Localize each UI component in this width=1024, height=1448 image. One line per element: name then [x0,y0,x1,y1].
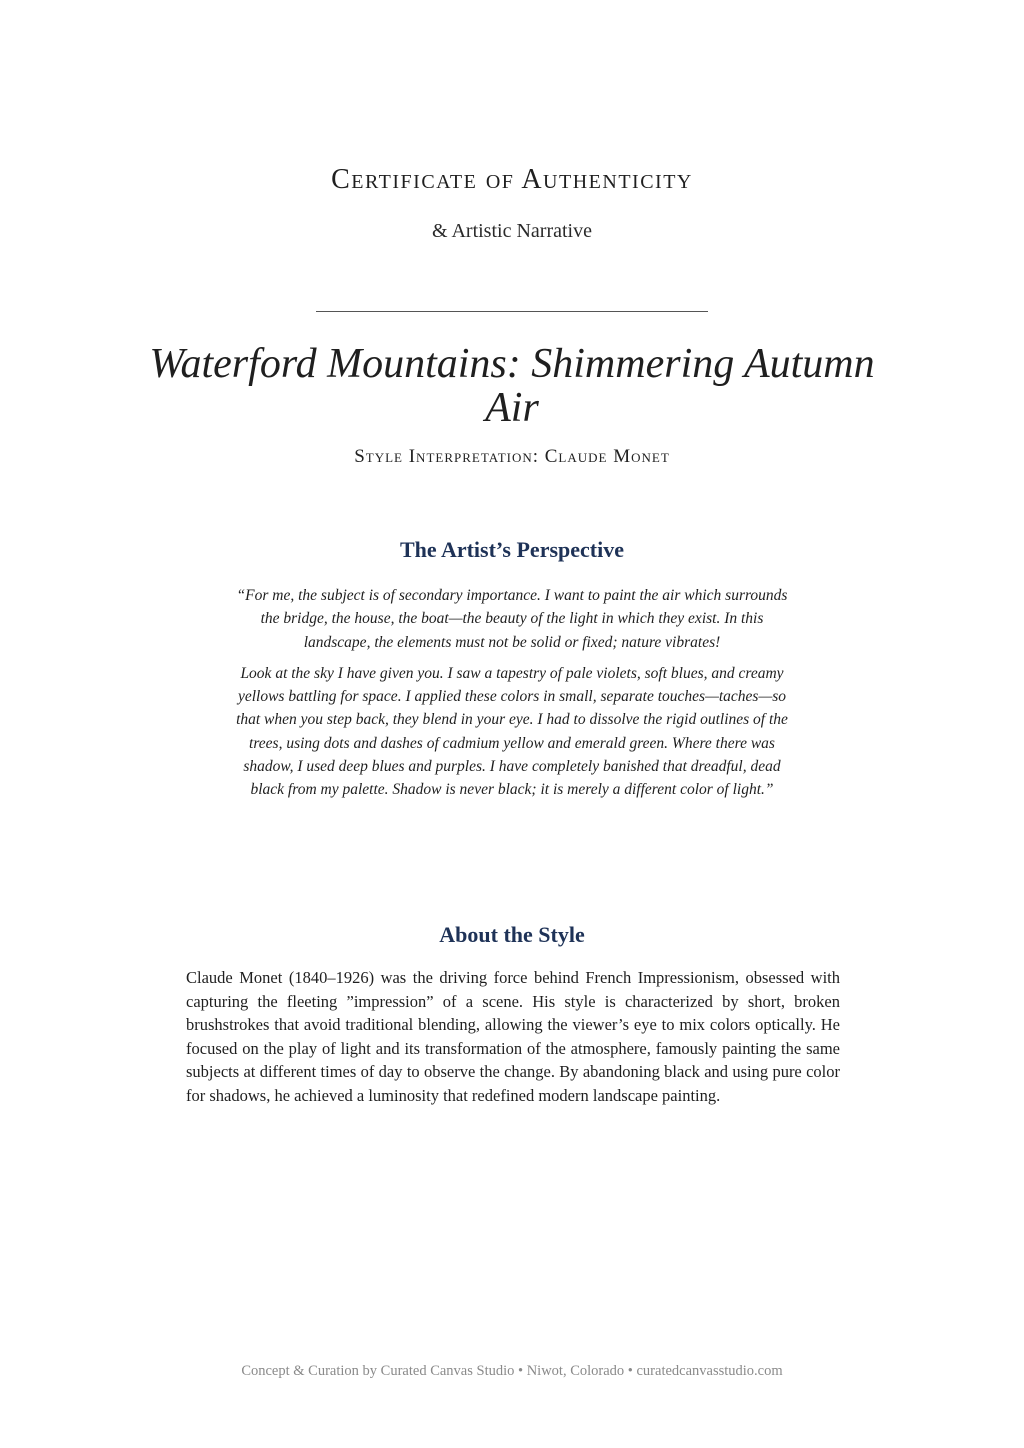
quote-paragraph-2: Look at the sky I have given you. I saw a tapestry of pale violets, soft blues, and creamy yellows battling for space. I applied these colors in small, separate touches—taches—so that when you step back, they blend in your eye. I had to dissolve the rigid outlines of the trees, using dots and dashes of cadmium yellow and emerald green. Where there was shadow, I used deep blues and purples. I have completely banished that dreadful, dead black from my palette. Shadow is never black; it is merely a different color of light.” [236,664,788,799]
quote-paragraph-1: “For me, the subject is of secondary importance. I want to paint the air which surrounds the bridge, the house, the boat—the beauty of the light in which they exist. In this landscape, the elements must not be solid or fixed; nature vibrates! [236,587,788,651]
about-style-body [186,966,840,1107]
artist-quote [232,584,792,810]
footer-credit: Concept & Curation by Curated Canvas Studio • Niwot, Colorado • curatedcanvasstudio.com [241,1363,783,1379]
certificate-title: Certificate of Authenticity [331,164,693,195]
about-style-paragraph: Claude Monet (1840–1926) was the driving force behind French Impressionism, obsessed with capturing the fleeting ”impression” of a scene. His style is characterized by short, broken brushstrokes that avoid traditional blending, allowing the viewer’s eye to mix colors optically. He focused on the play of light and its transformation of the atmosphere, famously painting the same subjects at different times of day to observe the change. By abandoning black and using pure color for shadows, he achieved a luminosity that redefined modern landscape painting. [186,968,840,1105]
certificate-subtitle: & Artistic Narrative [432,220,592,242]
perspective-heading: The Artist’s Perspective [399,537,624,562]
artwork-title: Waterford Mountains: Shimmering Autumn Air [149,341,875,431]
about-style-heading: About the Style [439,922,585,947]
style-interpretation: Style Interpretation: Claude Monet [354,446,670,467]
title-divider [316,311,708,312]
